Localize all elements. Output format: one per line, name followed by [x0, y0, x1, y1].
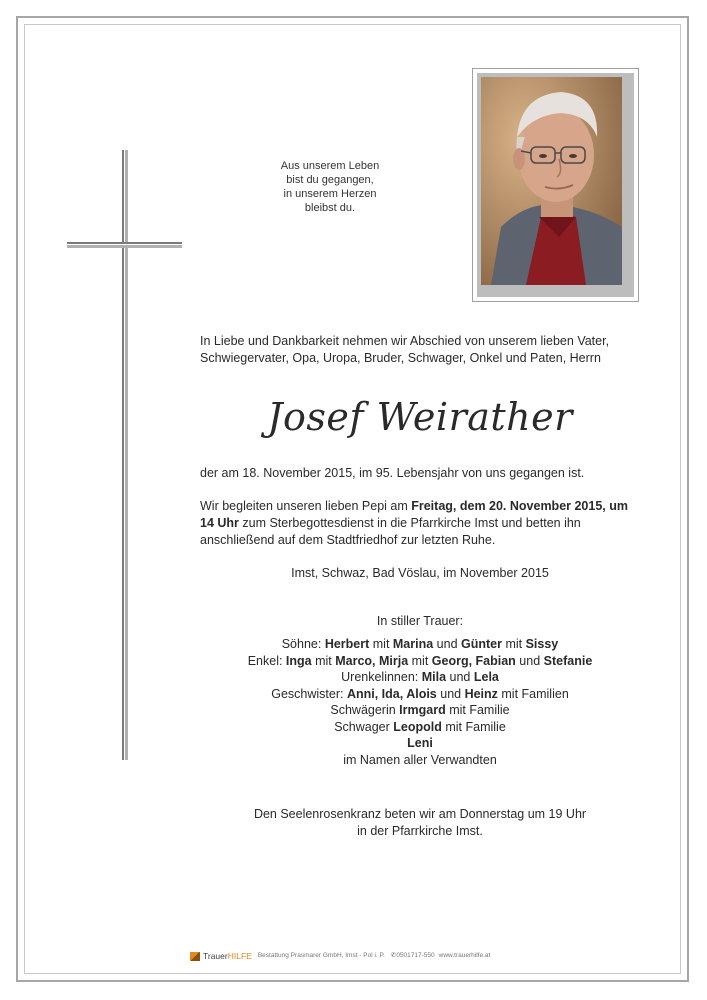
poem-line: in unserem Herzen: [283, 188, 377, 200]
funeral-date: Freitag, dem 20. November 2015, um 14 Uhr: [200, 499, 628, 530]
mourner-text: Schwägerin: [330, 703, 400, 717]
mourner-text: Enkel:: [247, 653, 286, 668]
portrait-image: [481, 77, 622, 285]
mourner-name: Leni: [407, 736, 433, 750]
mourner-line: [200, 653, 640, 670]
mourner-line: [200, 669, 640, 686]
place-date: Imst, Schwaz, Bad Vöslau, im November 2015: [291, 566, 549, 580]
mourner-line: [200, 752, 640, 769]
mourner-name: Irmgard: [399, 703, 446, 717]
trauerhilfe-logo: TrauerHILFE: [203, 951, 252, 961]
mourner-line: [200, 735, 640, 752]
mourner-text: und: [436, 686, 465, 701]
funeral-text-rest: zum Sterbegottesdienst in die Pfarrkirche Imst und betten ihn anschließend auf dem Stadtfriedhof zur letzten Ruhe.: [200, 516, 581, 547]
mourner-name: Günter: [461, 637, 502, 651]
portrait-frame: [472, 68, 639, 302]
poem: [240, 159, 420, 215]
mourners-list: [200, 636, 640, 768]
mourning-heading: In stiller Trauer:: [376, 614, 464, 628]
mourner-line: [200, 686, 640, 703]
mourner-name: Marco, Mirja: [335, 653, 409, 668]
rosary-notice: [200, 806, 640, 840]
mourner-text: mit Familie: [441, 719, 506, 734]
mourner-text: mit: [408, 653, 432, 668]
cross-icon-bar: [67, 242, 182, 248]
mourner-text: mit: [311, 653, 336, 668]
mourner-text: mit Familien: [497, 686, 569, 701]
rosary-line: Den Seelenrosenkranz beten wir am Donnerstag um 19 Uhr: [253, 807, 587, 821]
funeral-details: [200, 498, 640, 549]
mourner-name: Inga: [285, 653, 312, 668]
poem-line: bist du gegangen,: [286, 174, 374, 186]
mourner-text: Schwager: [334, 719, 394, 734]
mourner-text: Urenkelinnen:: [341, 670, 422, 684]
mourner-name: Stefanie: [543, 653, 593, 668]
mourner-name: Heinz: [464, 686, 498, 701]
intro-text: In Liebe und Dankbarkeit nehmen wir Abschied von unserem lieben Vater, Schwiegervater, Opa, Uropa, Bruder, Schwager, Onkel und Paten, Herrn: [200, 334, 610, 365]
poem-line: Aus unserem Leben: [280, 160, 380, 172]
footer-company: Bestattung Prasmarer GmbH, Imst - Pol i. P.: [257, 952, 385, 959]
mourner-text: und: [446, 670, 474, 684]
trauerhilfe-logo-icon: [190, 952, 200, 961]
mourner-line: [200, 636, 640, 653]
footer-website[interactable]: www.trauerhilfe.at: [438, 952, 491, 959]
mourner-name: Mila: [421, 670, 447, 684]
mourner-name: Anni, Ida, Alois: [346, 686, 437, 701]
mourner-name: Sissy: [525, 637, 559, 651]
mourner-text: und: [433, 637, 461, 651]
mourner-name: Georg, Fabian: [431, 653, 516, 668]
mourner-name: Lela: [473, 670, 499, 684]
mourner-text: mit: [501, 637, 526, 651]
deceased-name: Josef Weirather: [267, 395, 573, 439]
mourner-text: Söhne:: [281, 637, 325, 651]
mourner-name: Herbert: [324, 637, 370, 651]
funeral-text: Wir begleiten unseren lieben Pepi am: [200, 499, 412, 513]
death-notice: der am 18. November 2015, im 95. Lebensjahr von uns gegangen ist.: [200, 466, 585, 480]
poem-line: bleibst du.: [304, 202, 356, 214]
mourner-line: [200, 719, 640, 736]
mourner-text: mit: [369, 637, 393, 651]
mourner-name: Leopold: [393, 719, 442, 734]
mourner-line: [200, 702, 640, 719]
portrait-photo: [481, 77, 622, 285]
footer-phone: ✆0501717-550: [390, 952, 435, 959]
mourner-name: Marina: [392, 637, 434, 651]
mourner-text: Geschwister:: [271, 686, 347, 701]
rosary-line: in der Pfarrkirche Imst.: [357, 824, 483, 838]
mourner-text: und: [515, 653, 544, 668]
footer: [190, 951, 530, 961]
mourner-text: mit Familie: [445, 703, 510, 717]
mourner-text: im Namen aller Verwandten: [343, 752, 497, 767]
